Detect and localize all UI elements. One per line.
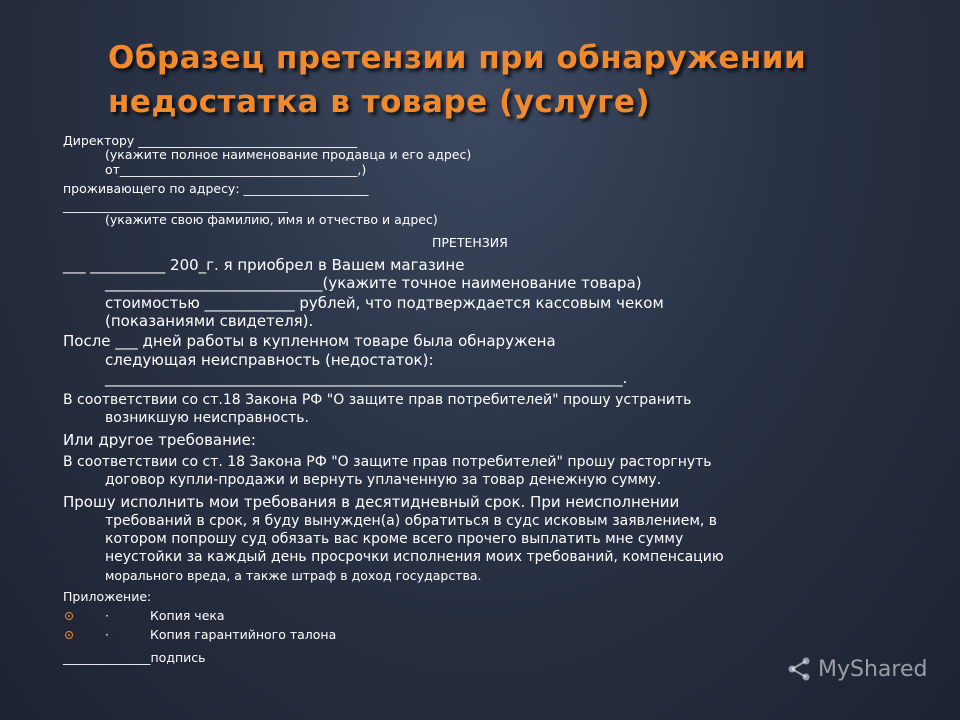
title-line-1: Образец претензии при обнаружении (108, 40, 807, 76)
addressee-line: Директору ___________________________________ (63, 133, 358, 148)
law-repair-line-2: возникшую неисправность. (105, 410, 310, 426)
law-refund-line-2: договор купли-продажи и вернуть уплаченную за товар денежную сумму. (105, 472, 662, 488)
watermark-text: MyShared (818, 656, 928, 682)
deadline-line-2: требований в срок, я буду вынужден(а) обратиться в судс исковым заявлением, в (105, 513, 718, 529)
defect-label-line: следующая неисправность (недостаток): (105, 351, 434, 369)
defect-blank-line: _____________________________________________________________________. (105, 369, 628, 387)
witness-line: (показаниями свидетеля). (105, 312, 314, 330)
attachment-warranty: Копия гарантийного талона (150, 627, 337, 642)
attachments-label: Приложение: (63, 589, 152, 604)
myshared-logo-icon (786, 656, 812, 682)
watermark (786, 656, 927, 682)
applicant-hint: (укажите свою фамилию, имя и отчество и адрес) (105, 212, 438, 227)
claim-heading: ПРЕТЕНЗИЯ (432, 235, 508, 250)
from-line: от______________________________________,) (105, 162, 367, 177)
deadline-line-3: котором попрошу суд обязать вас кроме всего прочего выплатить мне сумму (105, 531, 684, 547)
deadline-line-5: морального вреда, а также штраф в доход государства. (105, 568, 482, 583)
deadline-line-4: неустойки за каждый день просрочки исполнения моих требований, компенсацию (105, 549, 724, 565)
law-repair-line: В соответствии со ст.18 Закона РФ "О защите прав потребителей" прошу устранить (63, 392, 692, 408)
title-line-2: недостатка в товаре (услуге) (108, 84, 651, 120)
deadline-line: Прошу исполнить мои требования в десятидневный срок. При неисполнении (63, 493, 680, 511)
signature-line: ______________подпись (63, 650, 206, 665)
bullet-icon (65, 612, 73, 620)
law-refund-line: В соответствии со ст. 18 Закона РФ "О защите прав потребителей" прошу расторгнуть (63, 454, 712, 470)
product-name-line: _____________________________(укажите точное наименование товара) (105, 274, 642, 292)
slide-title (108, 36, 908, 124)
residence-line: проживающего по адресу: ____________________ (63, 181, 369, 196)
alternative-line: Или другое требование: (63, 431, 256, 449)
bullet-dot: · (105, 627, 109, 642)
bullet-dot: · (105, 608, 109, 623)
address-blank-line: ____________________________________ (63, 198, 288, 213)
purchase-line: ___ __________ 200_г. я приобрел в Вашем магазине (63, 256, 465, 274)
bullet-icon (65, 631, 73, 639)
defect-found-line: После ___ дней работы в купленном товаре была обнаружена (63, 332, 556, 350)
seller-hint: (укажите полное наименование продавца и его адрес) (105, 147, 472, 162)
price-line: стоимостью ____________ рублей, что подтверждается кассовым чеком (105, 294, 664, 312)
attachment-receipt: Копия чека (150, 608, 225, 623)
